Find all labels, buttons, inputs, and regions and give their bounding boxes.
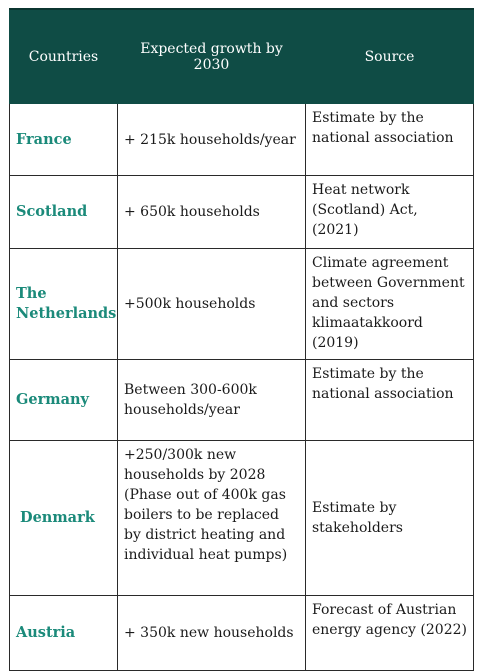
growth-table-container [9,8,473,671]
table-header [10,9,474,104]
source-cell: Estimate by the national association [306,360,474,441]
table-row [10,596,474,671]
source-cell: Estimate by the national association [306,104,474,176]
country-cell: Denmark [10,441,118,596]
source-cell: Climate agreement between Government and sectors klimaatakkoord (2019) [306,249,474,360]
table-row [10,176,474,249]
table-row [10,249,474,360]
country-cell: The Netherlands [10,249,118,360]
table-row [10,360,474,441]
growth-cell: Between 300-600k households/year [118,360,306,441]
source-cell: Heat network (Scotland) Act, (2021) [306,176,474,249]
country-cell: Austria [10,596,118,671]
country-cell: Germany [10,360,118,441]
header-expected-growth: Expected growth by 2030 [118,9,306,104]
growth-cell: +250/300k new households by 2028 (Phase out of 400k gas boilers to be replaced by district heating and individual heat pumps) [118,441,306,596]
source-cell: Estimate by stakeholders [306,441,474,596]
table-row [10,441,474,596]
growth-cell: +500k households [118,249,306,360]
table-body [10,104,474,671]
header-countries: Countries [10,9,118,104]
source-cell: Forecast of Austrian energy agency (2022) [306,596,474,671]
growth-cell: + 215k households/year [118,104,306,176]
header-source: Source [306,9,474,104]
country-cell: Scotland [10,176,118,249]
country-cell: France [10,104,118,176]
growth-table [9,8,474,671]
header-row [10,9,474,104]
growth-cell: + 650k households [118,176,306,249]
growth-cell: + 350k new households [118,596,306,671]
table-row [10,104,474,176]
